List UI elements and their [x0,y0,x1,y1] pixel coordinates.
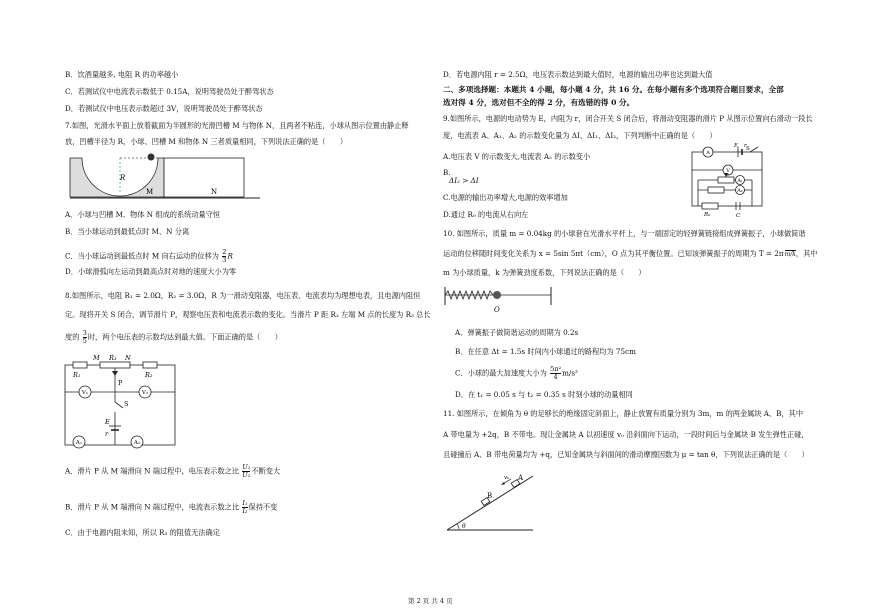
q9-label-r0: R₀ [704,212,711,218]
q10-option-b: B．在任意 Δt = 1.5s 时间内小球通过的路程均为 75cm [455,347,636,356]
q10-option-c-numerator: 5π² [550,365,562,373]
q11-label-b: B [487,492,493,500]
q8-stem-line3 [65,330,282,345]
q9-stem-line1: 9.如图所示，电源的电动势为 E，内阻为 r，闭合开关 S 闭合后，将滑动变阻器的滑片 P 从图示位置向右滑动一段长 [443,114,813,123]
q7-option-a: A．小球与凹槽 M、物体 N 组成的系统动量守恒 [65,210,221,219]
q9-option-b: ΔI₂ > ΔI [449,176,479,185]
q10-stem-line2-rest: ，其中 [795,249,818,258]
q8-label-r3: R₃ [109,354,117,362]
q11-label-a: A [518,474,524,482]
q8-label-m: M [93,354,100,362]
q9-option-b-label: B. [443,168,451,177]
q11-label-v0: v₀ [504,475,510,481]
q7-option-b: B．当小球运动到最低点时 M、N 分离 [65,227,190,236]
q8-option-b-text: B．滑片 P 从 M 端滑向 N 端过程中，电流表示数之比 [65,502,240,512]
q7-option-c-denominator: 3 [222,256,227,264]
q8-label-p: P [118,379,123,387]
q8-option-b-denominator: I₂ [242,507,248,515]
q11-stem-line3: 且碰撞后 A、B 带电荷量均为 +q，已知金属块与斜面间的滑动摩擦因数为 μ = tan θ，下列说法正确的是（ ） [443,450,809,459]
q10-stem-line3: m 为小球质量，k 为弹簧劲度系数，下列说法正确的是（ ） [443,268,646,277]
q7-block-n [164,158,244,197]
q7-stem-line2: 放，凹槽半径为 R，小球、凹槽 M 和物体 N 三者质量相同，下列说法正确的是（ ） [65,137,348,146]
q8-switch [115,402,123,408]
q8-stem-line1: 8.如图所示，电阻 R₁ = 2.0Ω，R₂ = 3.0Ω，R 为一滑动变阻器，电压表、电流表均为理想电表，且电源内阻恒 [65,291,421,300]
q7-figure [70,150,260,200]
q10-stem-line2-text: 运动的位移随时间变化关系为 x = 5sin 5πt（cm），O 点为其平衡位置。已知该弹簧振子的周期为 T = 2π [443,249,784,258]
q9-label-c: C [736,213,741,219]
q11-stem-line2: A 带电量为 +2q，B 不带电。现让金属块 A 以初速度 v₀ 沿斜面向下运动，一段时间后与金属块 B 发生弹性正碰， [443,430,809,439]
q7-option-d: D．小球滑弧向左运动到最高点时对地的速度大小为零 [65,267,237,276]
q10-stem-line1: 10. 如图所示，质量 m = 0.04kg 的小球套在光滑水平杆上，与一端固定的轻弹簧链接组成弹簧振子，小球做简谐 [443,229,806,238]
q8-option-a-text: A．滑片 P 从 M 端滑向 N 端过程中，电压表示数之比 [65,466,239,476]
q8-label-s: S [124,400,129,408]
q10-option-c-fraction [550,366,561,381]
q11-velocity-arrowhead [501,482,505,485]
section2-title-line1: 二、多项选择题：本题共 4 小题，每小题 4 分，共 16 分。在每小题有多个选项符合题目要求，全部 [443,85,784,94]
q8-stem-numerator: 3 [82,329,87,337]
q10-option-c [455,366,578,381]
q7-option-c-text: C．当小球运动到最低点时 M 向右运动的位移为 [65,251,219,261]
q9-label-a1: A₁ [737,178,743,184]
q8-option-a [65,464,280,479]
q9-switch [750,147,758,152]
q8-label-n: N [125,354,131,362]
q10-spring-figure [443,285,563,315]
q8-option-b-rest: 保持不变 [248,502,278,512]
q10-label-o: O [494,306,500,314]
q7-ball [148,154,155,161]
q6-option-d: D．若测试仪中电压表示数超过 3V，说明驾驶员处于醉驾状态 [65,104,263,113]
q8-stem-fraction [83,330,87,345]
q7-label-r: R [120,174,126,182]
q8-option-b-numerator: I₁ [242,499,248,507]
q11-stem-line1: 11. 如图所示，在倾角为 θ 的足够长的绝缘固定斜面上，静止放置有质量分别为 3m，m 的两金属块 A、B，其中 [443,409,804,418]
q8-v2-label: V₂ [141,390,149,396]
q8-option-a-denominator: U₂ [242,471,251,479]
q9-label-s: S [746,146,750,152]
q10-option-c-denominator: 4 [553,373,558,381]
q10-option-c-unit: m/s² [562,368,578,378]
q10-period-sqrt: m/k [784,251,796,258]
q7-option-c-unit: R [227,251,233,261]
q11-incline-surface [447,476,533,530]
q7-option-c [65,249,233,264]
q9-label-e: E [734,143,739,149]
q8-stem-line3-text: 度的 [65,332,80,342]
q9-stem-line2: 度，电流表 A、A₁、A₂ 的示数变化量为 ΔI、ΔI₁、ΔI₂，下列判断中正确的是（ ） [443,131,717,140]
q9-resistor [708,187,724,193]
q8-a2-label: A₂ [133,440,141,446]
q9-resistor-r0 [702,203,718,209]
q11-incline-figure [445,472,565,534]
q7-stem-line1: 7.如图，光滑水平面上放着截面为半圆形的光滑凹槽 M 与物体 N，且两者不粘连，小球从图示位置由静止释 [65,121,409,130]
q7-label-m: M [146,188,154,196]
q6-option-b: B．饮酒量越多, 电阻 R 的功率越小 [65,70,179,79]
q8-circuit-figure [65,352,185,452]
section2-title-line2: 选对得 4 分，选对但不全的得 2 分，有选错的得 0 分。 [443,98,635,107]
q10-option-d: D．在 t₁ = 0.05 s 与 t₂ = 0.35 s 时刻小球的动量相同 [455,390,633,399]
q8-resistor-r2 [143,362,157,368]
q9-option-c: C.电源的输出功率增大,电源的效率增加 [443,193,568,202]
q8-slider-arrow [112,371,118,376]
q8-v1-label: V₁ [81,390,89,396]
q9-option-a: A.电压表 V 的示数变大,电流表 A₂ 的示数变小 [443,152,591,161]
q9-label-r: r [744,143,747,149]
q8-stem-line3-rest: 时，两个电压表的示数均达到最大值。下面正确的是（ ） [87,332,282,342]
q8-option-b [65,500,277,515]
q9-label-v: V [726,168,730,174]
q9-circuit-figure [688,143,768,219]
q8-a1-label: A₁ [75,440,83,446]
q8-label-r2: R₂ [145,371,153,379]
q11-angle-arc [457,524,459,530]
q9-label-p: P [725,173,729,179]
q8-option-d: D．若电源内阻 r = 2.5Ω，电压表示数达到最大值时，电源的输出功率也达到最大值 [443,70,713,79]
q7-label-n: N [211,188,218,196]
q7-option-c-numerator: 2 [222,248,227,256]
q8-stem-denominator: 5 [82,337,87,345]
q10-option-a: A．弹簧振子做简谐运动的周期为 0.2s [455,328,579,337]
q8-label-r: r [105,430,109,438]
q8-stem-line2: 定。现将开关 S 闭合，调节滑片 P，观察电压表和电流表示数的变化。当滑片 P 距 R₃ 左端 M 点的长度为 R₃ 总长 [65,310,431,319]
q8-label-e: E [105,418,110,426]
q9-label-a: A [706,150,710,156]
q8-option-a-fraction [242,464,250,479]
q10-option-c-text: C．小球的最大加速度大小为 [455,368,547,378]
q10-ball [493,291,501,299]
q8-rheostat-r3 [100,362,130,368]
q8-resistor-r1 [73,362,87,368]
page-footer: 第 2 页 共 4 页 [408,597,453,605]
q11-label-theta: θ [462,523,466,530]
q8-label-r1: R₁ [73,371,81,379]
q8-outer-loop [65,365,175,445]
q7-option-c-fraction [222,249,226,264]
q10-stem-line2 [443,249,817,259]
q8-option-b-fraction [242,500,247,515]
q9-label-a2: A₂ [737,188,743,194]
q8-option-a-rest: 不断变大 [251,466,281,476]
q9-option-d: D.通过 R₀ 的电流从右向左 [443,210,529,219]
q6-option-c: C．若测试仪中电流表示数低于 0.15A，说明驾驶员处于醉驾状态 [65,87,274,96]
q8-option-a-numerator: U₁ [242,463,251,471]
q8-option-c: C．由于电源内阻未知，所以 R₃ 的阻值无法确定 [65,528,220,537]
